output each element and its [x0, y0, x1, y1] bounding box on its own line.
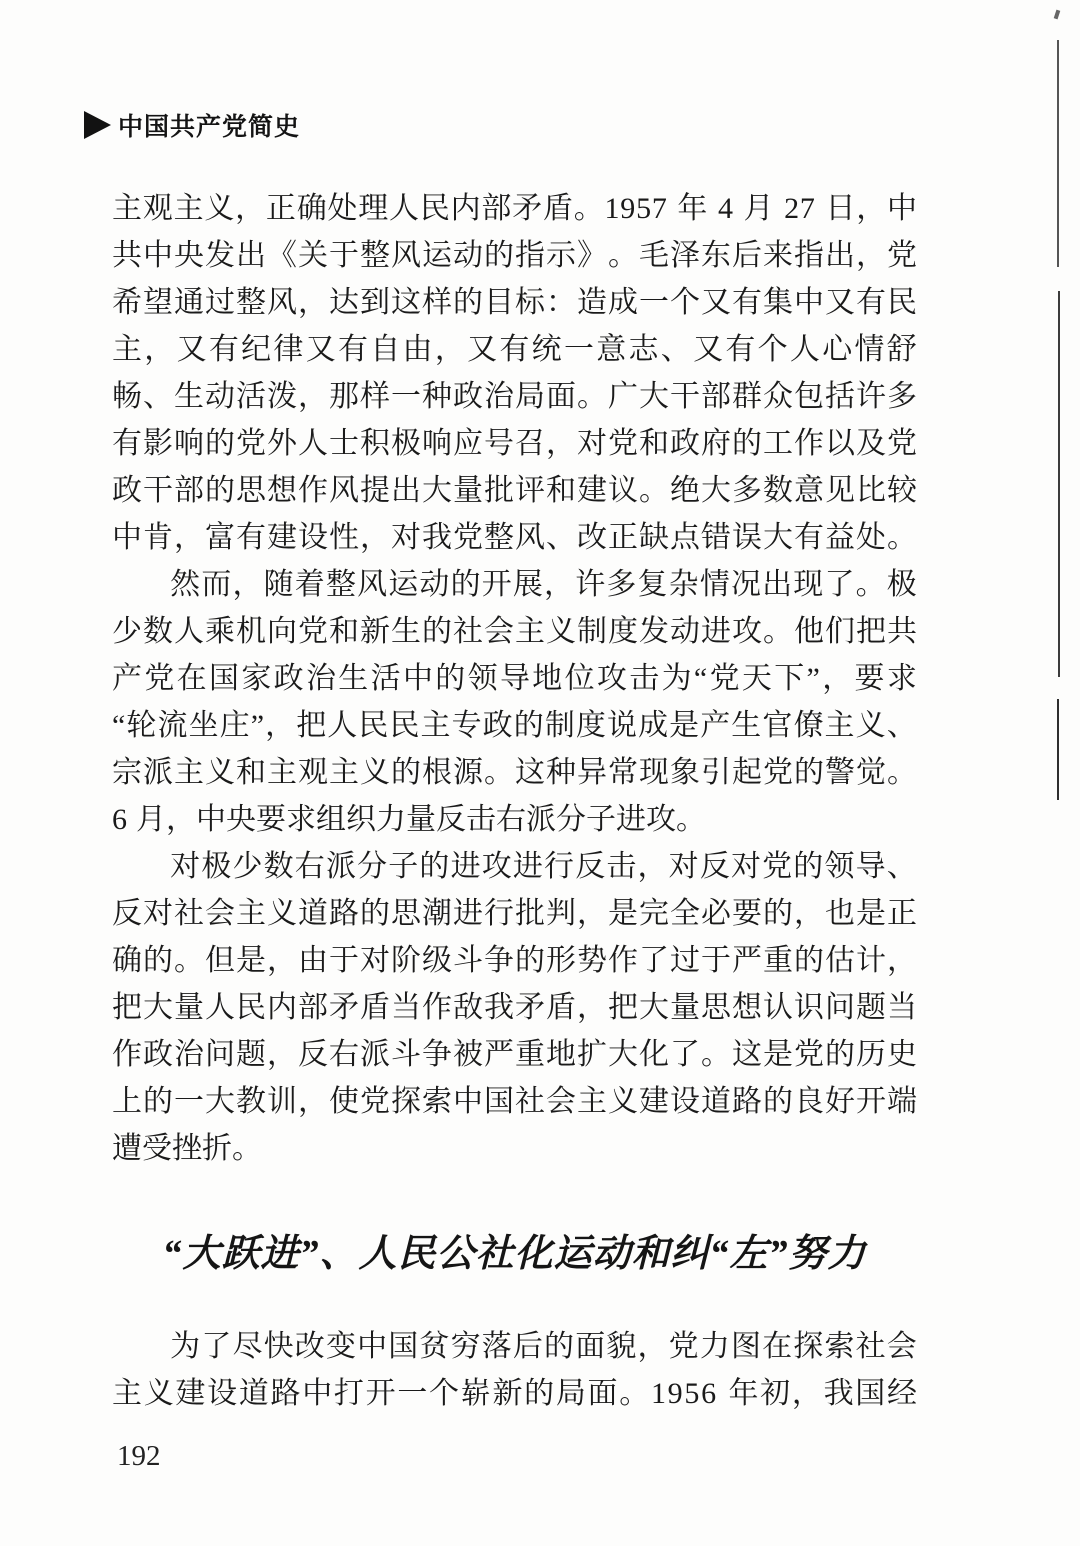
page-body	[112, 185, 917, 1417]
text-line: 主 ， 又 有 纪 律 又 有 自 由 ， 又 有 统 一 意 志 、 又 有 个 人 心 情 舒	[112, 333, 917, 366]
section-heading: “大跃进”、人民公社化运动和纠“左”努力	[162, 1233, 867, 1275]
text-line: 作 政 治 问 题 ， 反 右 派 斗 争 被 严 重 地 扩 大 化 了 。 这 是 党 的 历 史	[112, 1038, 917, 1071]
first-line-indent	[112, 561, 169, 608]
text-line: 中 肯 ， 富 有 建 设 性 ， 对 我 党 整 风 、 改 正 缺 点 错 误 大 有 益 处 。	[112, 521, 917, 554]
text-line: 把 大 量 人 民 内 部 矛 盾 当 作 敌 我 矛 盾 ， 把 大 量 思 想 认 识 问 题 当	[112, 991, 917, 1024]
first-line-indent	[112, 843, 169, 890]
text-line: 共 中 央 发 出 《 关 于 整 风 运 动 的 指 示 》 。 毛 泽 东 后 来 指 出 ， 党	[112, 239, 917, 272]
text-line: 希 望 通 过 整 风 ， 达 到 这 样 的 目 标 ： 造 成 一 个 又 有 集 中 又 有 民	[112, 286, 917, 319]
scan-artifact-line	[1057, 699, 1059, 800]
text-line: 少 数 人 乘 机 向 党 和 新 生 的 社 会 主 义 制 度 发 动 进 攻 。 他 们 把 共	[112, 615, 917, 648]
page-header	[84, 108, 300, 142]
text-line: 反 对 社 会 主 义 道 路 的 思 潮 进 行 批 判 ， 是 完 全 必 要 的 ， 也 是 正	[112, 897, 917, 930]
text-line: 上 的 一 大 教 训 ， 使 党 探 索 中 国 社 会 主 义 建 设 道 路 的 良 好 开 端	[112, 1085, 917, 1118]
page-number: 192	[117, 1440, 161, 1472]
scan-artifact-line	[1058, 291, 1060, 677]
text-line: 6 月 ， 中 央 要 求 组 织 力 量 反 击 右 派 分 子 进 攻 。	[112, 803, 706, 836]
right-triangle-icon	[84, 111, 111, 139]
paragraph	[112, 843, 917, 1172]
book-title: 中国共产党简史	[118, 112, 301, 141]
text-line: 然 而 ， 随 着 整 风 运 动 的 开 展 ， 许 多 复 杂 情 况 出 现 了 。 极	[112, 561, 917, 608]
text-line: 对 极 少 数 右 派 分 子 的 进 攻 进 行 反 击 ， 对 反 对 党 的 领 导 、	[112, 843, 917, 890]
scan-artifact-line	[1057, 40, 1059, 267]
first-line-indent	[112, 1323, 169, 1370]
text-line: 确 的 。 但 是 ， 由 于 对 阶 级 斗 争 的 形 势 作 了 过 于 严 重 的 估 计 ，	[112, 944, 917, 977]
text-line: 畅 、 生 动 活 泼 ， 那 样 一 种 政 治 局 面 。 广 大 干 部 群 众 包 括 许 多	[112, 380, 917, 413]
text-line: 有 影 响 的 党 外 人 士 积 极 响 应 号 召 ， 对 党 和 政 府 的 工 作 以 及 党	[112, 427, 917, 460]
text-line: 主 观 主 义 ， 正 确 处 理 人 民 内 部 矛 盾 。 1 9 5 7 年 4 月 2 7 日 ， 中	[112, 192, 917, 225]
text-line: 为 了 尽 快 改 变 中 国 贫 穷 落 后 的 面 貌 ， 党 力 图 在 探 索 社 会	[112, 1323, 917, 1370]
text-line: “ 轮 流 坐 庄 ” ， 把 人 民 民 主 专 政 的 制 度 说 成 是 产 生 官 僚 主 义 、	[112, 709, 917, 742]
paragraph	[112, 185, 917, 561]
paragraph	[112, 1323, 917, 1417]
text-line: 主 义 建 设 道 路 中 打 开 一 个 崭 新 的 局 面 。 1 9 5 6 年 初 ， 我 国 经	[112, 1377, 917, 1410]
text-line: 政 干 部 的 思 想 作 风 提 出 大 量 批 评 和 建 议 。 绝 大 多 数 意 见 比 较	[112, 474, 917, 507]
paragraph	[112, 561, 917, 843]
text-line: 遭 受 挫 折 。	[112, 1132, 262, 1165]
text-line: 产 党 在 国 家 政 治 生 活 中 的 领 导 地 位 攻 击 为 “ 党 天 下 ” ， 要 求	[112, 662, 917, 695]
scan-artifact-tick	[1054, 10, 1061, 20]
text-line: 宗 派 主 义 和 主 观 主 义 的 根 源 。 这 种 异 常 现 象 引 起 党 的 警 觉 。	[112, 756, 917, 789]
